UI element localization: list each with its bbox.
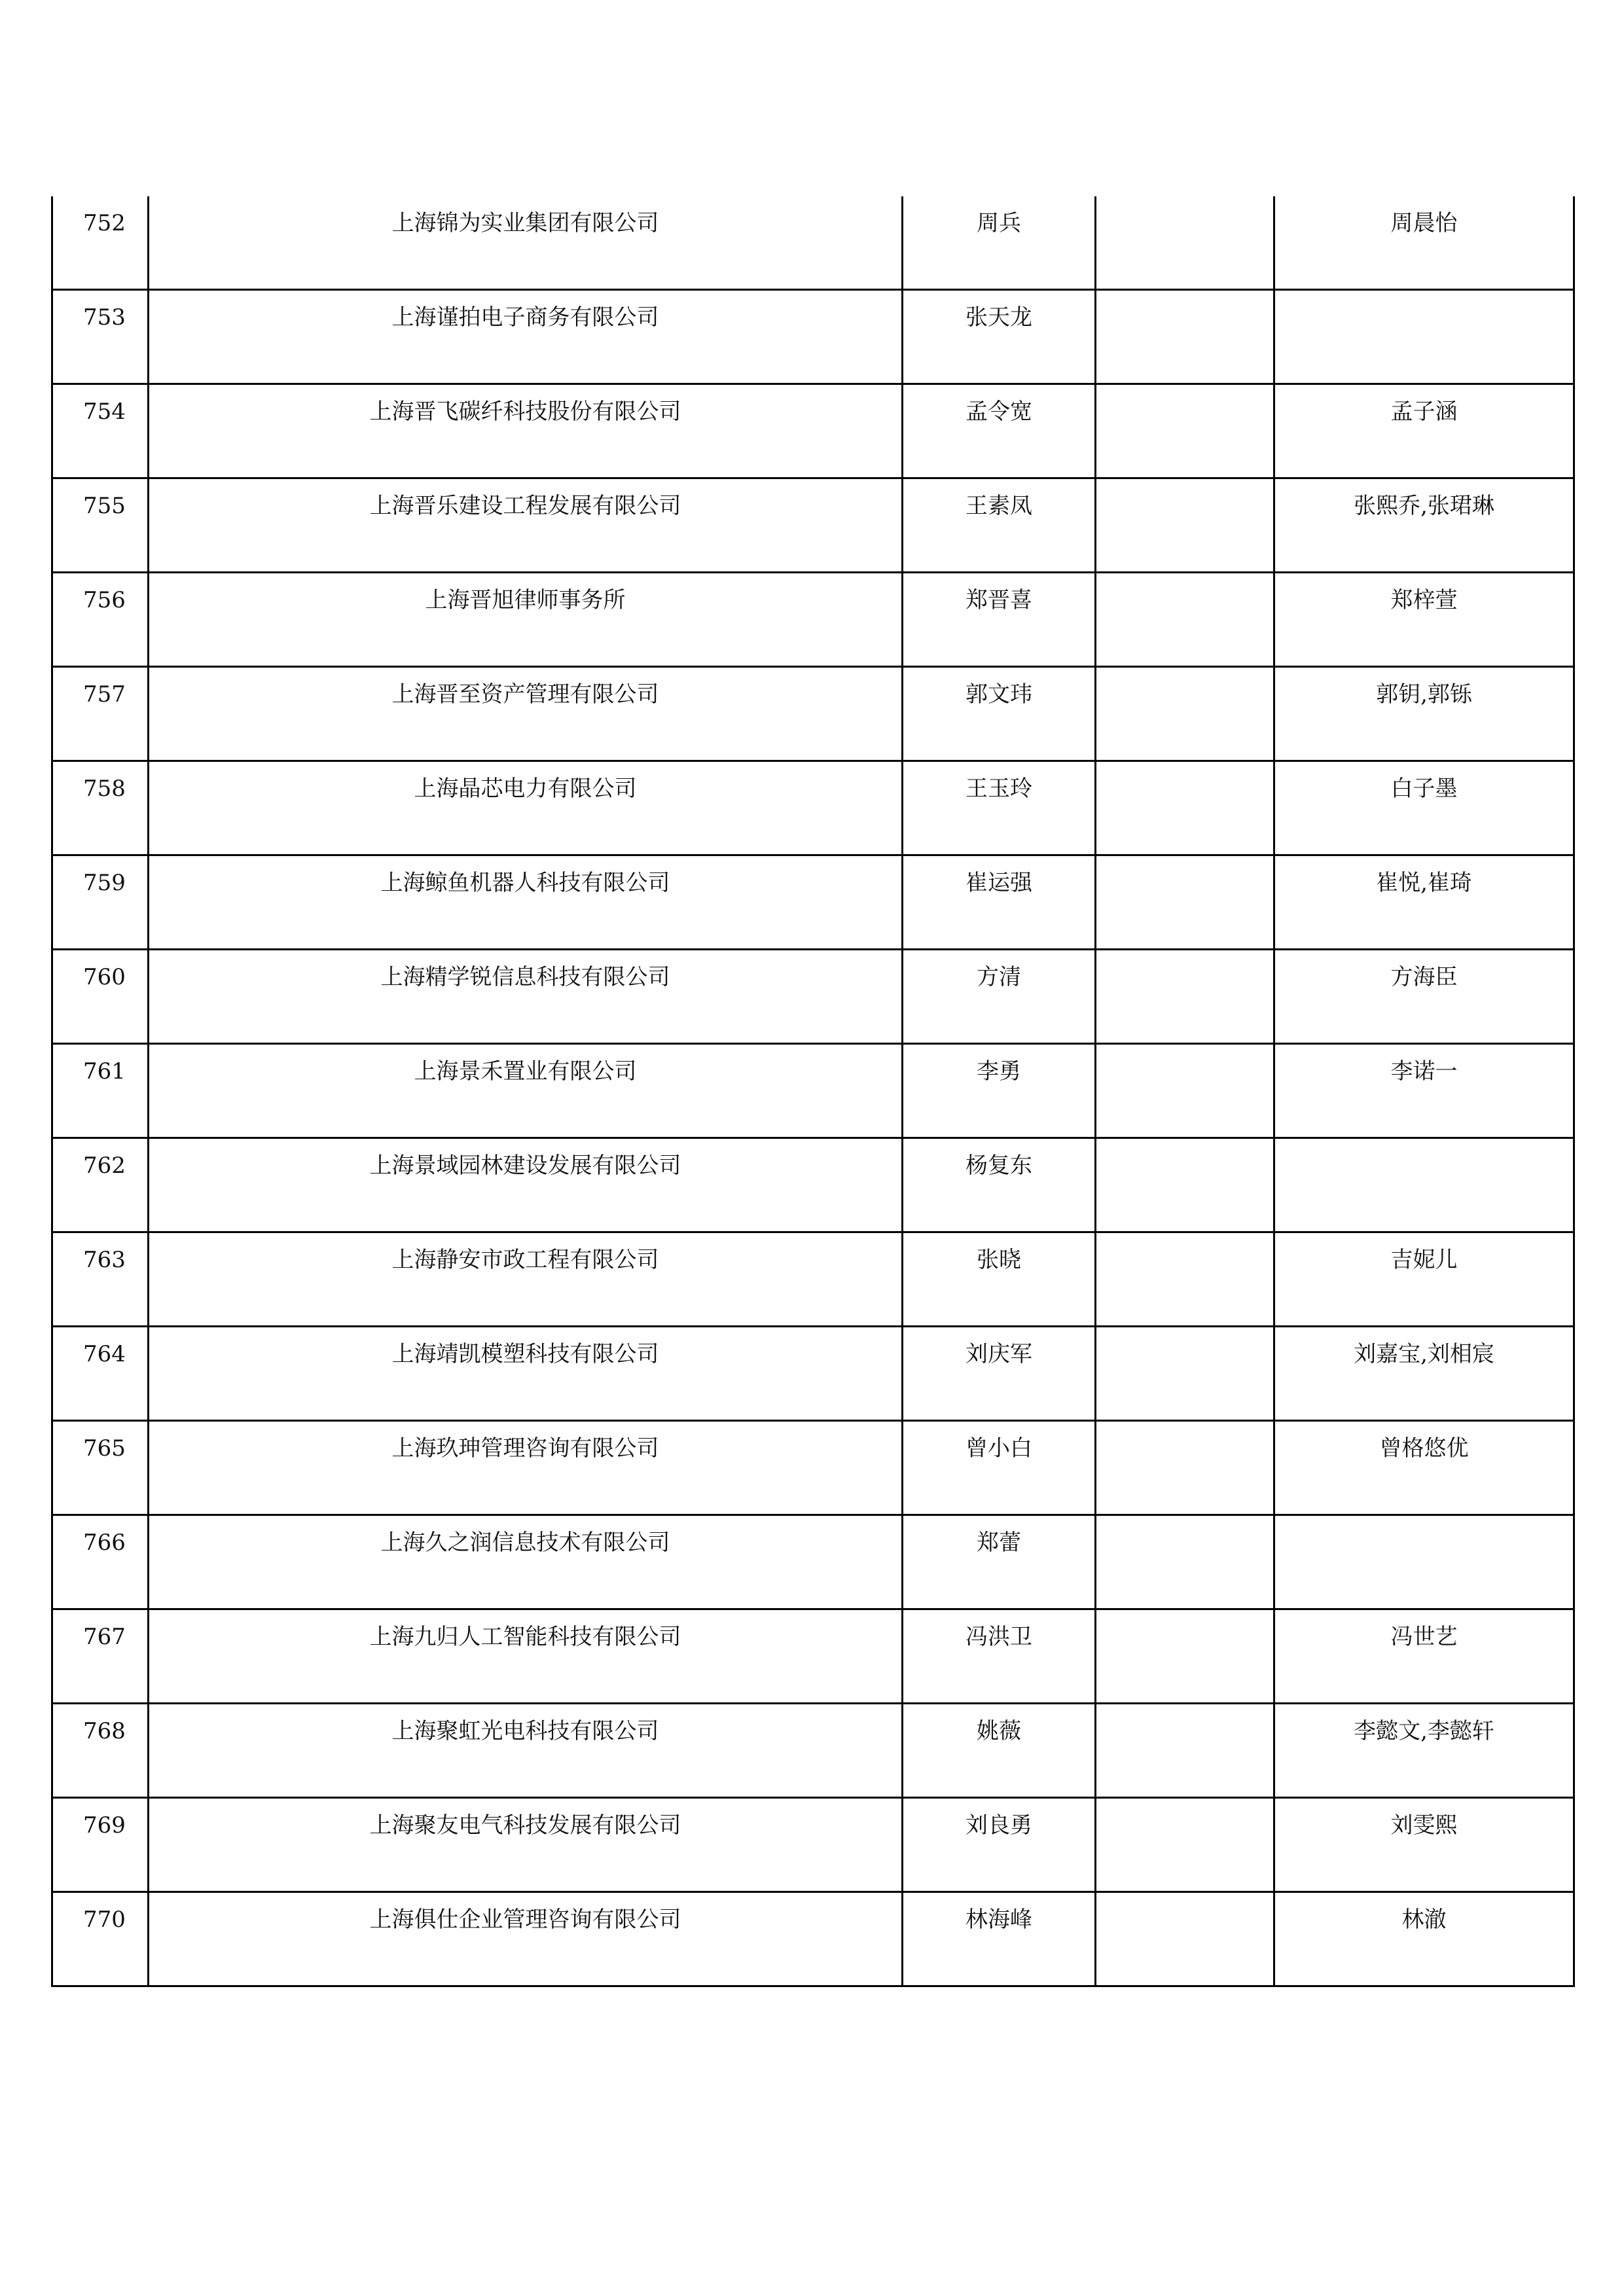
blank-cell-cell — [1096, 1138, 1274, 1232]
row-number: 767 — [83, 1624, 126, 1650]
table-row — [52, 1798, 1574, 1892]
blank-cell — [1096, 196, 1273, 212]
blank-cell-cell — [1096, 667, 1274, 761]
blank-cell-cell — [1096, 1327, 1274, 1421]
person-name-cell — [903, 1421, 1096, 1515]
blank-cell — [1096, 385, 1273, 401]
table-row — [52, 761, 1574, 855]
children-names: 刘嘉宝,刘相宸 — [1354, 1341, 1494, 1367]
company-name-cell — [149, 384, 903, 478]
row-number-cell — [52, 1892, 149, 1986]
company-name: 上海谨拍电子商务有限公司 — [391, 304, 659, 331]
children-names: 白子墨 — [1390, 776, 1458, 802]
children-names — [1275, 1516, 1573, 1532]
row-number-cell — [52, 1138, 149, 1232]
company-name-cell — [149, 855, 903, 950]
table-row — [52, 478, 1574, 573]
table-row — [52, 1704, 1574, 1798]
row-number: 765 — [83, 1435, 126, 1462]
children-names-cell — [1274, 290, 1574, 384]
blank-cell-cell — [1096, 196, 1274, 290]
company-name-cell — [149, 1138, 903, 1232]
children-names-cell — [1274, 667, 1574, 761]
person-name-cell — [903, 761, 1096, 855]
children-names: 吉妮儿 — [1390, 1247, 1458, 1273]
blank-cell — [1096, 1045, 1273, 1060]
row-number-cell — [52, 573, 149, 667]
company-name: 上海玖珅管理咨询有限公司 — [391, 1435, 659, 1462]
blank-cell-cell — [1096, 1044, 1274, 1138]
company-name-cell — [149, 196, 903, 290]
row-number: 763 — [83, 1247, 126, 1273]
company-name-cell — [149, 478, 903, 573]
children-names-cell — [1274, 1044, 1574, 1138]
table-row — [52, 1421, 1574, 1515]
company-name: 上海晶芯电力有限公司 — [414, 776, 637, 802]
table-row — [52, 950, 1574, 1044]
person-name: 姚薇 — [977, 1718, 1021, 1744]
company-name-cell — [149, 1515, 903, 1609]
children-names-cell — [1274, 1892, 1574, 1986]
row-number-cell — [52, 1232, 149, 1327]
children-names-cell — [1274, 1138, 1574, 1232]
row-number: 754 — [83, 399, 126, 425]
table-row — [52, 1327, 1574, 1421]
blank-cell-cell — [1096, 761, 1274, 855]
row-number-cell — [52, 1421, 149, 1515]
children-names-cell — [1274, 1515, 1574, 1609]
table-row — [52, 1044, 1574, 1138]
company-name: 上海晋乐建设工程发展有限公司 — [369, 493, 681, 519]
row-number-cell — [52, 1515, 149, 1609]
person-name-cell — [903, 478, 1096, 573]
blank-cell-cell — [1096, 1232, 1274, 1327]
children-names: 孟子涵 — [1390, 399, 1458, 425]
company-name-cell — [149, 667, 903, 761]
table-row — [52, 667, 1574, 761]
person-name: 曾小白 — [965, 1435, 1032, 1462]
children-names: 冯世艺 — [1390, 1624, 1458, 1650]
person-name: 冯洪卫 — [965, 1624, 1032, 1650]
children-names: 林澈 — [1401, 1907, 1447, 1933]
children-names-cell — [1274, 761, 1574, 855]
row-number: 757 — [83, 681, 126, 708]
person-name: 方清 — [977, 964, 1021, 990]
person-name: 林海峰 — [965, 1907, 1032, 1933]
person-name-cell — [903, 950, 1096, 1044]
row-number: 764 — [83, 1341, 126, 1367]
row-number-cell — [52, 384, 149, 478]
table-row — [52, 196, 1574, 290]
blank-cell-cell — [1096, 1892, 1274, 1986]
blank-cell — [1096, 1139, 1273, 1155]
children-names-cell — [1274, 1232, 1574, 1327]
blank-cell-cell — [1096, 1609, 1274, 1704]
row-number: 761 — [83, 1058, 126, 1085]
row-number: 760 — [83, 964, 126, 990]
blank-cell — [1096, 291, 1273, 306]
children-names-cell — [1274, 1704, 1574, 1798]
row-number-cell — [52, 290, 149, 384]
person-name-cell — [903, 1892, 1096, 1986]
children-names-cell — [1274, 1327, 1574, 1421]
company-name: 上海锦为实业集团有限公司 — [391, 210, 659, 236]
person-name: 王素凤 — [965, 493, 1032, 519]
person-name-cell — [903, 1138, 1096, 1232]
blank-cell — [1096, 1233, 1273, 1249]
row-number: 768 — [83, 1718, 126, 1744]
person-name-cell — [903, 384, 1096, 478]
row-number: 756 — [83, 587, 126, 613]
children-names: 李诺一 — [1390, 1058, 1458, 1085]
table-row — [52, 1232, 1574, 1327]
children-names: 曾格悠优 — [1379, 1435, 1469, 1462]
row-number: 752 — [83, 210, 126, 236]
company-name-cell — [149, 1704, 903, 1798]
blank-cell — [1096, 1799, 1273, 1814]
children-names: 郑梓萱 — [1390, 587, 1458, 613]
blank-cell — [1096, 1704, 1273, 1720]
row-number: 769 — [83, 1812, 126, 1839]
person-name: 张天龙 — [965, 304, 1032, 331]
person-name-cell — [903, 1515, 1096, 1609]
row-number-cell — [52, 855, 149, 950]
person-name: 王玉玲 — [965, 776, 1032, 802]
blank-cell-cell — [1096, 1421, 1274, 1515]
company-name-cell — [149, 1421, 903, 1515]
company-name: 上海景禾置业有限公司 — [414, 1058, 637, 1085]
blank-cell-cell — [1096, 1704, 1274, 1798]
person-name-cell — [903, 1044, 1096, 1138]
row-number: 755 — [83, 493, 126, 519]
person-name-cell — [903, 573, 1096, 667]
company-name-cell — [149, 1798, 903, 1892]
person-name: 李勇 — [977, 1058, 1021, 1085]
blank-cell-cell — [1096, 290, 1274, 384]
person-name-cell — [903, 1327, 1096, 1421]
company-name-cell — [149, 1044, 903, 1138]
person-name-cell — [903, 855, 1096, 950]
children-names-cell — [1274, 573, 1574, 667]
blank-cell — [1096, 1327, 1273, 1343]
company-name-cell — [149, 1892, 903, 1986]
row-number-cell — [52, 1609, 149, 1704]
company-name: 上海景域园林建设发展有限公司 — [369, 1153, 681, 1179]
person-name-cell — [903, 1798, 1096, 1892]
children-names: 周晨怡 — [1390, 210, 1458, 236]
row-number: 758 — [83, 776, 126, 802]
blank-cell — [1096, 1422, 1273, 1437]
person-name-cell — [903, 1609, 1096, 1704]
blank-cell-cell — [1096, 573, 1274, 667]
company-name: 上海久之润信息技术有限公司 — [380, 1530, 670, 1556]
children-names-cell — [1274, 1609, 1574, 1704]
children-names-cell — [1274, 478, 1574, 573]
company-name: 上海聚虹光电科技有限公司 — [391, 1718, 659, 1744]
row-number-cell — [52, 950, 149, 1044]
row-number-cell — [52, 1044, 149, 1138]
company-name: 上海晋飞碳纤科技股份有限公司 — [369, 399, 681, 425]
row-number-cell — [52, 196, 149, 290]
row-number-cell — [52, 761, 149, 855]
person-name: 刘良勇 — [965, 1812, 1032, 1839]
table-row — [52, 1515, 1574, 1609]
children-names-cell — [1274, 1798, 1574, 1892]
children-names — [1275, 1139, 1573, 1155]
table-row — [52, 1138, 1574, 1232]
company-name-cell — [149, 1609, 903, 1704]
table-body — [52, 196, 1574, 1986]
row-number-cell — [52, 1798, 149, 1892]
person-name: 郑蕾 — [977, 1530, 1021, 1556]
row-number: 762 — [83, 1153, 126, 1179]
person-name-cell — [903, 290, 1096, 384]
children-names: 刘雯熙 — [1390, 1812, 1458, 1839]
row-number: 759 — [83, 870, 126, 896]
company-name: 上海靖凯模塑科技有限公司 — [391, 1341, 659, 1367]
person-name-cell — [903, 1704, 1096, 1798]
person-name: 郭文玮 — [965, 681, 1032, 708]
person-name: 崔运强 — [965, 870, 1032, 896]
row-number-cell — [52, 1704, 149, 1798]
person-name: 孟令宽 — [965, 399, 1032, 425]
company-name-cell — [149, 1327, 903, 1421]
table-row — [52, 384, 1574, 478]
table-row — [52, 290, 1574, 384]
blank-cell-cell — [1096, 855, 1274, 950]
company-name: 上海鲸鱼机器人科技有限公司 — [380, 870, 670, 896]
children-names: 郭钥,郭铄 — [1376, 681, 1472, 708]
blank-cell — [1096, 856, 1273, 872]
children-names-cell — [1274, 384, 1574, 478]
blank-cell — [1096, 1516, 1273, 1532]
table-row — [52, 1892, 1574, 1986]
table-row — [52, 855, 1574, 950]
blank-cell-cell — [1096, 1515, 1274, 1609]
company-name: 上海俱仕企业管理咨询有限公司 — [369, 1907, 681, 1933]
blank-cell — [1096, 479, 1273, 495]
blank-cell-cell — [1096, 478, 1274, 573]
person-name-cell — [903, 667, 1096, 761]
person-name: 杨复东 — [965, 1153, 1032, 1179]
person-name-cell — [903, 1232, 1096, 1327]
person-name: 郑晋喜 — [965, 587, 1032, 613]
blank-cell — [1096, 1610, 1273, 1626]
children-names: 崔悦,崔琦 — [1376, 870, 1472, 896]
children-names-cell — [1274, 196, 1574, 290]
company-name: 上海静安市政工程有限公司 — [391, 1247, 659, 1273]
row-number-cell — [52, 667, 149, 761]
company-name-cell — [149, 950, 903, 1044]
blank-cell — [1096, 573, 1273, 589]
company-name: 上海精学锐信息科技有限公司 — [380, 964, 670, 990]
children-names-cell — [1274, 950, 1574, 1044]
company-name: 上海聚友电气科技发展有限公司 — [369, 1812, 681, 1839]
blank-cell — [1096, 1893, 1273, 1909]
person-name: 刘庆军 — [965, 1341, 1032, 1367]
company-name: 上海九归人工智能科技有限公司 — [369, 1624, 681, 1650]
person-name: 周兵 — [977, 210, 1021, 236]
blank-cell — [1096, 668, 1273, 683]
blank-cell-cell — [1096, 384, 1274, 478]
children-names: 张熙乔,张珺琳 — [1354, 493, 1494, 519]
row-number: 766 — [83, 1530, 126, 1556]
children-names — [1275, 291, 1573, 306]
table-row — [52, 1609, 1574, 1704]
person-name-cell — [903, 196, 1096, 290]
row-number-cell — [52, 478, 149, 573]
list-table — [51, 196, 1575, 1987]
company-name-cell — [149, 290, 903, 384]
company-name-cell — [149, 573, 903, 667]
blank-cell-cell — [1096, 1798, 1274, 1892]
table-row — [52, 573, 1574, 667]
blank-cell — [1096, 762, 1273, 778]
children-names-cell — [1274, 855, 1574, 950]
children-names-cell — [1274, 1421, 1574, 1515]
children-names: 李懿文,李懿轩 — [1354, 1718, 1494, 1744]
company-name-cell — [149, 761, 903, 855]
company-name: 上海晋至资产管理有限公司 — [391, 681, 659, 708]
blank-cell — [1096, 950, 1273, 966]
children-names: 方海臣 — [1390, 964, 1458, 990]
company-name: 上海晋旭律师事务所 — [425, 587, 626, 613]
person-name: 张晓 — [977, 1247, 1021, 1273]
row-number: 753 — [83, 304, 126, 331]
company-name-cell — [149, 1232, 903, 1327]
blank-cell-cell — [1096, 950, 1274, 1044]
row-number: 770 — [83, 1907, 126, 1933]
row-number-cell — [52, 1327, 149, 1421]
